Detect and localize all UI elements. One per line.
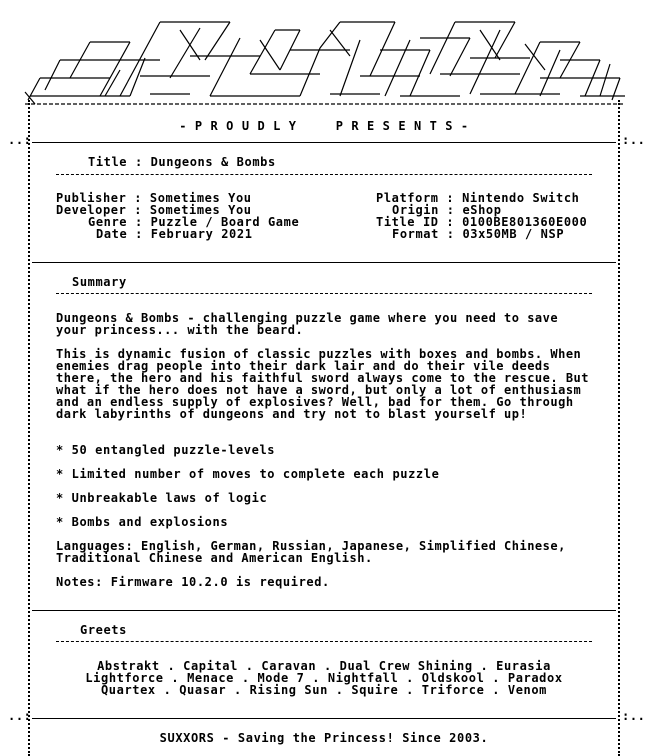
- info-row: Format : 03x50MB / NSP: [392, 227, 565, 241]
- info-key: Title ID: [376, 215, 439, 229]
- greets-line: Abstrakt . Capital . Caravan . Dual Crew Shining . Eurasia: [97, 659, 551, 673]
- info-value: 03x50MB / NSP: [462, 227, 565, 241]
- info-value: 0100BE801360E000: [462, 215, 588, 229]
- left-edge-mark-bottom: ..:: [8, 709, 32, 723]
- summary-body: This is dynamic fusion of classic puzzles with boxes and bombs. When enemies drag people into their dark lair and do their vile deeds there, the hero and his faithful sword always come to the rescue. But what if the hero does not have a sword, but only a lot of enthusiasm and an endless supply of explosives? Well, bad for them. Go through dark labyrinths of dungeons and try not to blast yourself up!: [56, 347, 589, 421]
- info-value: February 2021: [150, 227, 253, 241]
- languages-text: Languages: English, German, Russian, Japanese, Simplified Chinese, Traditional Chinese and American English.: [56, 539, 566, 565]
- info-key: Format: [392, 227, 439, 241]
- info-value: Nintendo Switch: [462, 191, 580, 205]
- info-key: Genre: [88, 215, 128, 229]
- divider: [32, 610, 616, 611]
- feature-item: * Bombs and explosions: [56, 515, 229, 529]
- info-key: Date: [96, 227, 128, 241]
- divider: [32, 718, 616, 719]
- info-value: Sometimes You: [149, 203, 252, 217]
- feature-item: * Unbreakable laws of logic: [56, 491, 268, 505]
- info-value: Sometimes You: [149, 191, 252, 205]
- info-row: Genre : Puzzle / Board Game: [88, 215, 300, 229]
- footer-tagline: SUXXORS - Saving the Princess! Since 2003.: [159, 731, 489, 745]
- info-row: Date : February 2021: [96, 227, 253, 241]
- divider: [32, 262, 616, 263]
- title-underline: [56, 174, 592, 175]
- greets-line: Lightforce . Menace . Mode 7 . Nightfall . Oldskool . Paradox: [85, 671, 563, 685]
- divider: [32, 142, 616, 143]
- summary-heading: Summary: [72, 275, 127, 289]
- info-row: Developer : Sometimes You: [56, 203, 252, 217]
- greets-line: Quartex . Quasar . Rising Sun . Squire . Triforce . Venom: [100, 683, 547, 697]
- feature-item: * 50 entangled puzzle-levels: [56, 443, 276, 457]
- greets-heading: Greets: [80, 623, 127, 637]
- summary-underline: [56, 293, 592, 294]
- info-key: Platform: [376, 191, 439, 205]
- info-value: eShop: [462, 203, 502, 217]
- right-edge-mark: :..: [622, 133, 646, 147]
- notes-text: Notes: Firmware 10.2.0 is required.: [56, 575, 330, 589]
- greets-underline: [56, 641, 592, 642]
- info-value: Puzzle / Board Game: [150, 215, 300, 229]
- info-key: Origin: [392, 203, 439, 217]
- info-row: Origin : eShop: [392, 203, 502, 217]
- info-row: Title ID : 0100BE801360E000: [376, 215, 588, 229]
- suxxors-logo: [0, 0, 648, 110]
- left-border: [28, 100, 30, 756]
- summary-intro: Dungeons & Bombs - challenging puzzle game where you need to save your princess... with the beard.: [56, 311, 559, 337]
- right-edge-mark-bottom: :..: [622, 709, 646, 723]
- right-border: [618, 100, 620, 756]
- info-key: Developer: [56, 203, 127, 217]
- left-edge-mark: ..:: [8, 133, 32, 147]
- presents-heading: - P R O U D L Y P R E S E N T S -: [179, 119, 469, 133]
- info-key: Publisher: [56, 191, 127, 205]
- game-title: Title : Dungeons & Bombs: [88, 155, 276, 169]
- info-row: Platform : Nintendo Switch: [376, 191, 580, 205]
- feature-item: * Limited number of moves to complete each puzzle: [56, 467, 440, 481]
- info-row: Publisher : Sometimes You: [56, 191, 252, 205]
